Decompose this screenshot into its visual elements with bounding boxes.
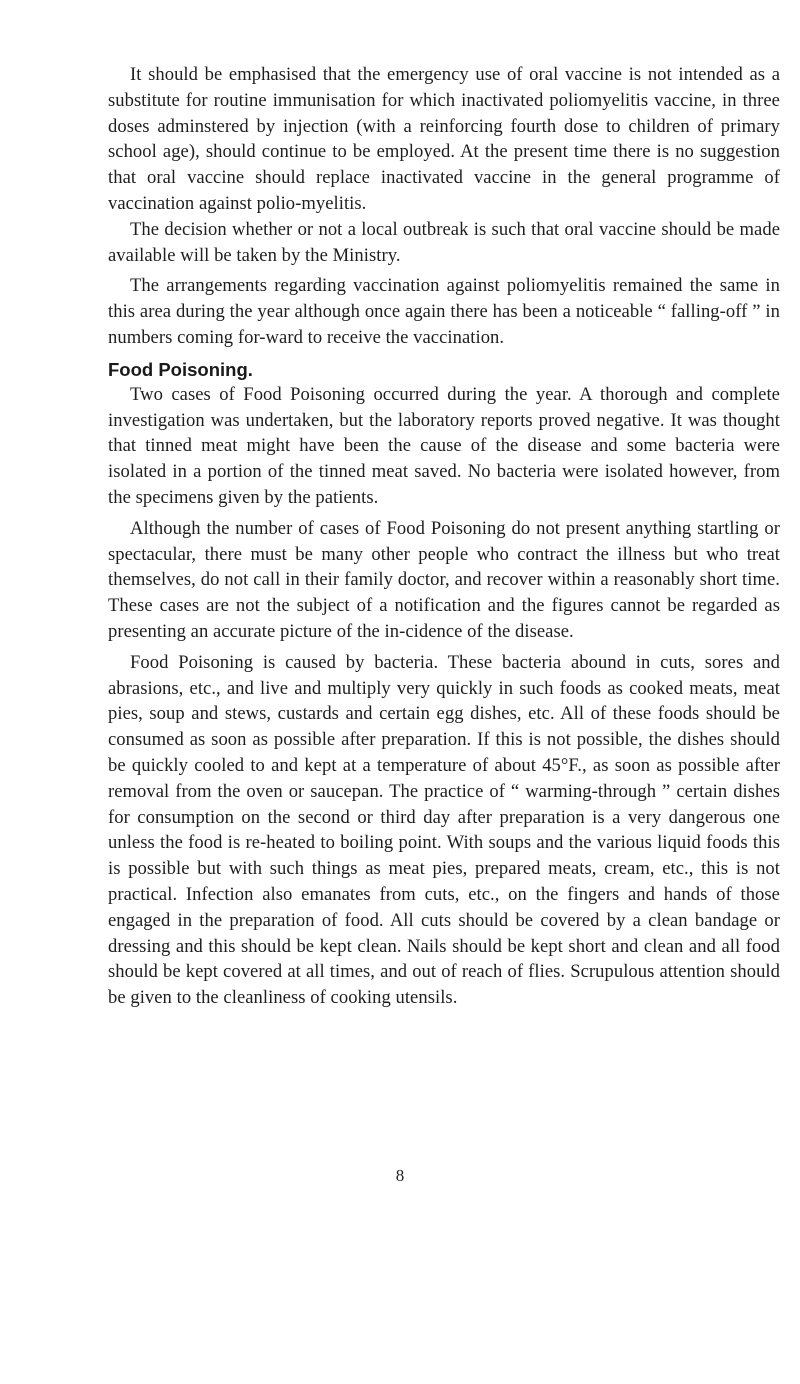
paragraph-ministry-decision: The decision whether or not a local outbreak is such that oral vaccine should be made available will be taken by the Ministry. <box>108 218 780 266</box>
page-number: 8 <box>395 1166 405 1185</box>
paragraph-unreported-cases: Although the number of cases of Food Poisoning do not present anything startling or spectacular, there must be many other people who contract the illness but who treat themselves, do not call in their family doctor, and recover within a reasonably short time. These cases are not the subject of a notification and the figures cannot be regarded as presenting an accurate picture of the in-cidence of the disease. <box>108 517 780 642</box>
paragraph-vaccination-arrangements: The arrangements regarding vaccination against poliomyelitis remained the same in this area during the year although once again there has been a noticeable “ falling-off ” in numbers coming for-ward to receive the vaccination. <box>108 275 780 348</box>
paragraph-two-cases: Two cases of Food Poisoning occurred during the year. A thorough and complete investigation was undertaken, but the laboratory reports proved negative. It was thought that tinned meat might have been the cause of the disease and some bacteria were isolated in a portion of the tinned meat saved. No bacteria were isolated however, from the specimens given by the patients. <box>108 383 780 508</box>
paragraph-oral-vaccine: It should be emphasised that the emergency use of oral vaccine is not intended as a substitute for routine immunisation for which inactivated poliomyelitis vaccine, in three doses adminstered by injection (with a reinforcing fourth dose to children of primary school age), should continue to be employed. At the present time there is no suggestion that oral vaccine should replace inactivated vaccine in the general programme of vaccination against polio-myelitis. <box>108 64 780 214</box>
paragraph-bacteria-causes: Food Poisoning is caused by bacteria. These bacteria abound in cuts, sores and abrasions, etc., and live and multiply very quickly in such foods as cooked meats, meat pies, soup and stews, custards and certain egg dishes, etc. All of these foods should be consumed as soon as possible after preparation. If this is not possible, the dishes should be quickly cooled to and kept at a temperature of about 45°F., as soon as possible after removal from the oven or saucepan. The practice of “ warming-through ” certain dishes for consumption on the second or third day after preparation is a very dangerous one unless the food is re-heated to boiling point. With soups and the various liquid foods this is possible but with such things as meat pies, prepared meats, cream, etc., this is not practical. Infection also emanates from cuts, etc., on the fingers and hands of those engaged in the preparation of food. All cuts should be covered by a clean bandage or dressing and this should be kept clean. Nails should be kept short and clean and all food should be kept covered at all times, and out of reach of flies. Scrupulous attention should be given to the cleanliness of cooking utensils. <box>108 651 780 1009</box>
document-page <box>108 62 780 1011</box>
section-heading-food-poisoning: Food Poisoning. <box>108 358 253 380</box>
